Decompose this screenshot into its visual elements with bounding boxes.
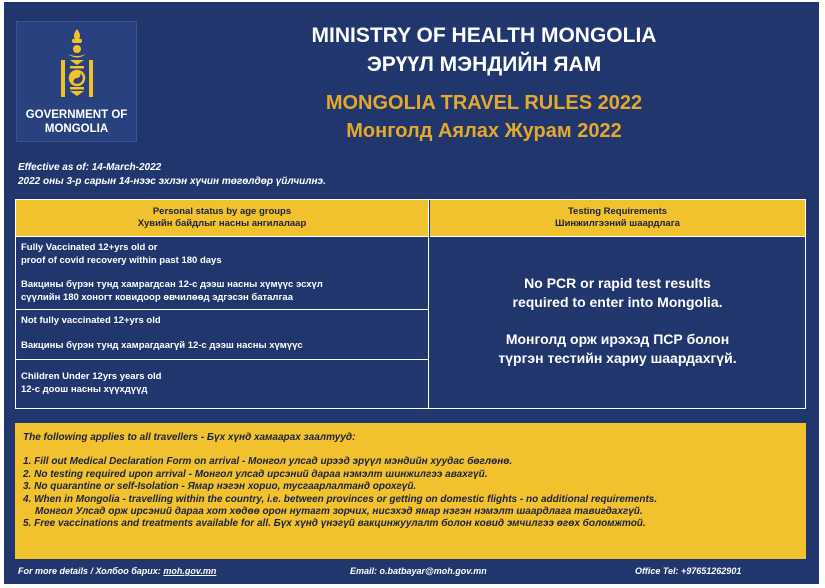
row-text: proof of covid recovery within past 180 days — [21, 254, 222, 266]
table-row — [16, 236, 429, 309]
footer-phone: Office Tel: +97651262901 — [635, 566, 742, 576]
rules-heading: The following applies to all travellers - Бүх хүнд хамаарах заалтууд: — [23, 432, 356, 443]
row-text: Fully Vaccinated 12+yrs old or — [21, 242, 158, 253]
column-header-status-mn: Хувийн байдлыг насны ангилалаар — [137, 218, 307, 229]
requirement-text: No PCR or rapid test results — [524, 275, 711, 291]
logo-caption: GOVERNMENT OF MONGOLIA — [25, 109, 128, 135]
column-header-testing-mn: Шинжилгээний шаардлага — [555, 218, 680, 229]
effective-date — [18, 161, 326, 188]
rules-table — [15, 199, 806, 409]
government-logo — [16, 21, 137, 142]
column-header-status-en: Personal status by age groups — [152, 206, 292, 217]
requirement-text: түргэн тестийн хариу шаардахгүй. — [498, 350, 737, 366]
effective-date-en: Effective as of: 14-March-2022 — [18, 162, 162, 173]
ministry-title-en: MINISTRY OF HEALTH MONGOLIA — [311, 24, 657, 47]
effective-date-mn: 2022 оны 3-р сарын 14-нээс эхлэн хүчин төгөлдөр үйлчилнэ. — [18, 175, 326, 187]
travel-rules-title-mn: Монголд Аялах Журам 2022 — [346, 120, 622, 142]
footer-email: Email: o.batbayar@moh.gov.mn — [350, 566, 487, 576]
list-item: Монгол Улсад орж ирсэний дараа хот хөдөө орон нутагт зорчих, нисэхэд ямар нэгэн нэмэлт шаардлага тавигдахгүй. — [35, 506, 643, 518]
table-row — [16, 309, 429, 359]
table-row — [16, 359, 429, 408]
requirement-text: Монголд орж ирэхэд ПСР болон — [505, 331, 730, 347]
requirement-text: required to enter into Mongolia. — [512, 294, 723, 310]
list-item: 2. No testing required upon arrival - Монгол улсад ирсэний дараа нэмэлт шинжилгээ авахгүй. — [23, 468, 488, 480]
row-text: Children Under 12yrs years old — [21, 371, 162, 382]
traveller-rules-panel — [15, 423, 806, 559]
footer-details — [18, 566, 216, 576]
list-item: 3. No quarantine or self-Isolation - Ямар нэгэн хорио, тусгаарлалтанд орохгүй. — [23, 481, 417, 493]
row-text: Вакцины бүрэн тунд хамрагдсан 12-с дээш насны хүмүүс эсхүл — [21, 279, 323, 290]
row-text: 12-с доош насны хүүхдүүд — [21, 383, 148, 395]
ministry-title-mn: ЭРҮҮЛ МЭНДИЙН ЯАМ — [366, 53, 602, 76]
column-header-testing — [430, 200, 805, 236]
website-link[interactable]: moh.gov.mn — [163, 566, 217, 576]
soyombo-emblem-icon — [53, 28, 101, 106]
testing-requirement — [430, 236, 805, 408]
column-header-testing-en: Testing Requirements — [567, 206, 668, 217]
details-label: For more details / Холбоо барих: — [18, 566, 161, 576]
row-text: Not fully vaccinated 12+yrs old — [21, 315, 161, 326]
travel-rules-poster — [4, 2, 819, 584]
list-item: 1. Fill out Medical Declaration Form on arrival - Монгол улсад ирээд эрүүл мэндийн хуудас бөглөнө. — [23, 456, 513, 468]
list-item: 4. When in Mongolia - travelling within the country, i.e. between provinces or getting on domestic flights - no additional requirements. — [23, 493, 658, 505]
list-item: 5. Free vaccinations and treatments available for all. Бүх хүнд үнэгүй вакцинжуулалт болон ковид эмчилгээ өгөх боломжтой. — [23, 518, 646, 530]
row-text: сүүлийн 180 хоногт ковидоор өвчилөөд эдгэсэн баталгаа — [21, 291, 293, 303]
row-text: Вакцины бүрэн тунд хамрагдаагүй 12-с дээш насны хүмүүс — [21, 339, 303, 351]
column-header-status — [16, 200, 429, 236]
travel-rules-title-en: MONGOLIA TRAVEL RULES 2022 — [325, 92, 643, 114]
